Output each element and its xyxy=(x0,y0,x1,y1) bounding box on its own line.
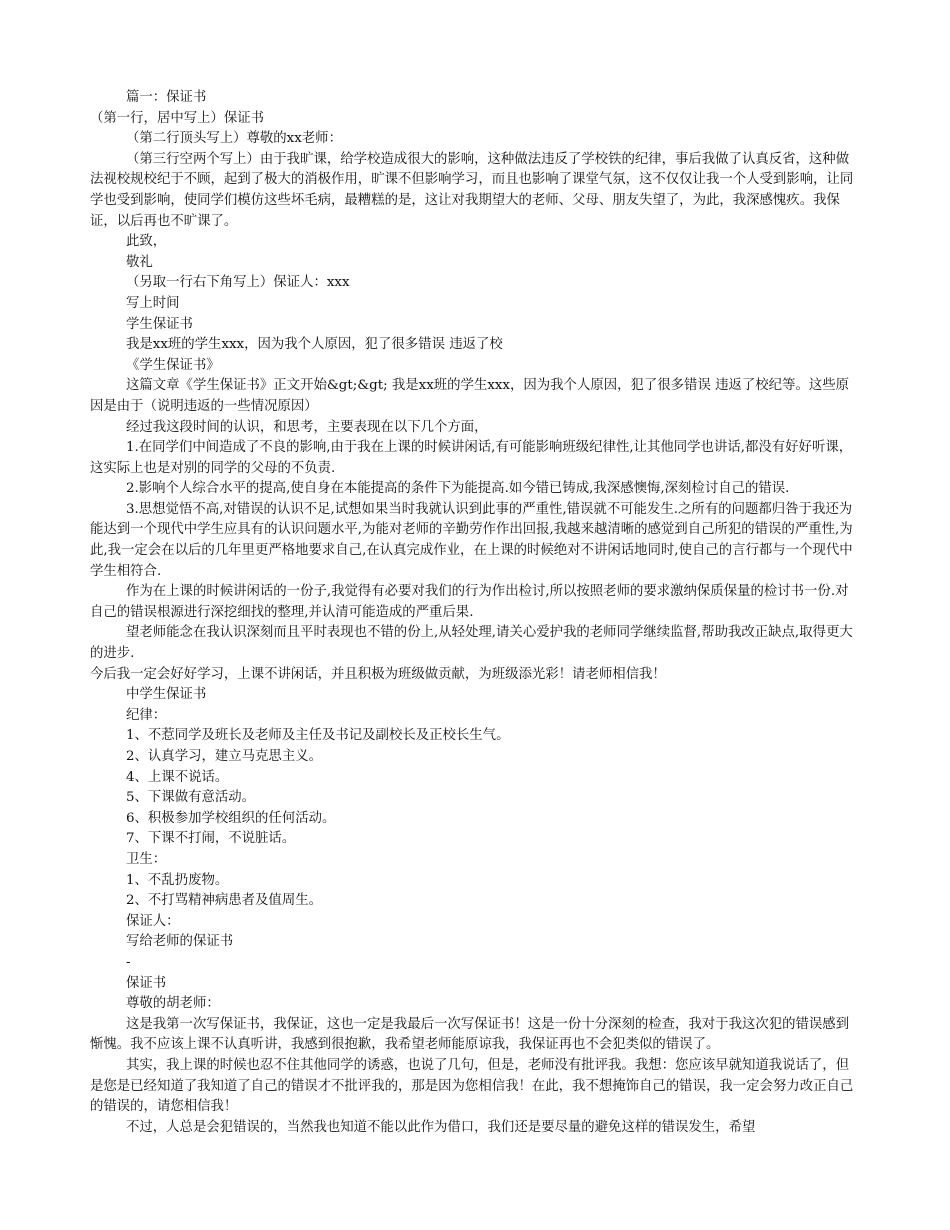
paragraph: 其实，我上课的时候也忍不住其他同学的诱惑，也说了几句，但是，老师没有批评我。我想：您应该早就知道我说话了，但是您是已经知道了我知道了自己的错误才不批评我的，那是因为您相信我！在此，我不想掩饰自己的错误，我一定会努力改正自己的错误的，请您相信我！ xyxy=(90,1057,854,1115)
paragraph: 7、下课不打闹，不说脏话。 xyxy=(126,831,296,847)
paragraph: 3.思想觉悟不高,对错误的认识不足,试想如果当时我就认识到此事的严重性,错误就不可能发生.之所有的问题都归咎于我还为能达到一个现代中学生应具有的认识问题水平,为能对老师的辛勤劳作作出回报,我越来越清晰的感觉到自己所犯的错误的严重性,为此,我一定会在以后的几年里更严格地要求自己,在认真完成作业，在上课的时候绝对不讲闲话地同时,使自己的言行都与一个现代中学生相符合. xyxy=(90,501,853,579)
paragraph: 1、不惹同学及班长及老师及主任及书记及副校长及正校长生气。 xyxy=(126,728,510,744)
paragraph: 此致， xyxy=(126,234,167,250)
paragraph: 望老师能念在我认识深刻而且平时表现也不错的份上,从轻处理,请关心爱护我的老师同学继续监督,帮助我改正缺点,取得更大的进步. xyxy=(90,625,853,662)
paragraph: 作为在上课的时候讲闲话的一份子,我觉得有必要对我们的行为作出检讨,所以按照老师的要求激纳保质保量的检讨书一份.对自己的错误根源进行深挖细找的整理,并认清可能造成的严重后果. xyxy=(90,584,849,620)
paragraph: 卫生： xyxy=(126,851,167,867)
paragraph: （第一行，居中写上）保证书 xyxy=(90,110,265,126)
paragraph: 敬礼 xyxy=(126,254,153,270)
document-body xyxy=(90,88,860,1138)
paragraph: 4、上课不说话。 xyxy=(126,769,229,785)
paragraph: 保证书 xyxy=(126,975,167,991)
paragraph: （第二行顶头写上）尊敬的xx老师： xyxy=(126,131,342,147)
paragraph: 这是我第一次写保证书，我保证，这也一定是我最后一次写保证书！这是一份十分深刻的检查，我对于我这次犯的错误感到惭愧。我不应该上课不认真听讲，我感到很抱歉，我希望老师能原谅我，我保证再也不会犯类似的错误了。 xyxy=(90,1016,850,1053)
paragraph: - xyxy=(126,954,131,970)
paragraph: 不过，人总是会犯错误的，当然我也知道不能以此作为借口，我们还是要尽量的避免这样的错误发生，希望 xyxy=(126,1119,756,1135)
paragraph: 篇一：保证书 xyxy=(126,90,207,105)
paragraph: 1.在同学们中间造成了不良的影响,由于我在上课的时候讲闲话,有可能影响班级纪律性,让其他同学也讲话,都没有好好听课，这实际上也是对别的同学的父母的不负责. xyxy=(90,440,853,476)
paragraph: 今后我一定会好好学习，上课不讲闲话，并且积极为班级做贡献，为班级添光彩！请老师相信我！ xyxy=(90,666,666,682)
paragraph: （另取一行右下角写上）保证人：xxx xyxy=(126,275,350,291)
paragraph: 写给老师的保证书 xyxy=(126,934,234,950)
paragraph: 2、不打骂精神病患者及值周生。 xyxy=(126,893,322,909)
paragraph: 经过我这段时间的认识，和思考，主要表现在以下几个方面， xyxy=(126,419,488,435)
paragraph: 我是xx班的学生xxx，因为我个人原因，犯了很多错误 违返了校 xyxy=(126,337,503,353)
paragraph: 中学生保证书 xyxy=(126,687,207,703)
paragraph: 2.影响个人综合水平的提高,使自身在本能提高的条件下为能提高.如今错已铸成,我深感懊悔,深刻检讨自己的错误. xyxy=(126,481,790,497)
paragraph: 保证人： xyxy=(126,913,180,929)
paragraph: 这篇文章《学生保证书》正文开始&gt;&gt; 我是xx班的学生xxx，因为我个人原因，犯了很多错误 违返了校纪等。这些原因是由于（说明违返的一些情况原因） xyxy=(90,378,850,414)
paragraph: （第三行空两个写上）由于我旷课，给学校造成很大的影响，这种做法违反了学校铁的纪律，事后我做了认真反省，这种做法视校规校纪于不顾，起到了极大的消极作用，旷课不但影响学习，而且也影响了课堂气氛，这不仅仅让我一个人受到影响，让同学也受到影响，使同学们模仿这些坏毛病，最糟糕的是，这让对我期望大的老师、父母、朋友失望了，为此，我深感愧疚。我保证，以后再也不旷课了。 xyxy=(90,151,854,229)
paragraph: 纪律： xyxy=(126,707,167,723)
paragraph: 学生保证书 xyxy=(126,316,193,332)
paragraph: 《学生保证书》 xyxy=(126,357,220,373)
paragraph: 尊敬的胡老师： xyxy=(126,996,220,1012)
paragraph: 写上时间 xyxy=(126,295,180,311)
paragraph: 5、下课做有意活动。 xyxy=(126,790,256,806)
paragraph: 1、不乱扔废物。 xyxy=(126,872,229,888)
paragraph: 2、认真学习，建立马克思主义。 xyxy=(126,749,322,764)
paragraph: 6、积极参加学校组织的任何活动。 xyxy=(126,810,336,826)
